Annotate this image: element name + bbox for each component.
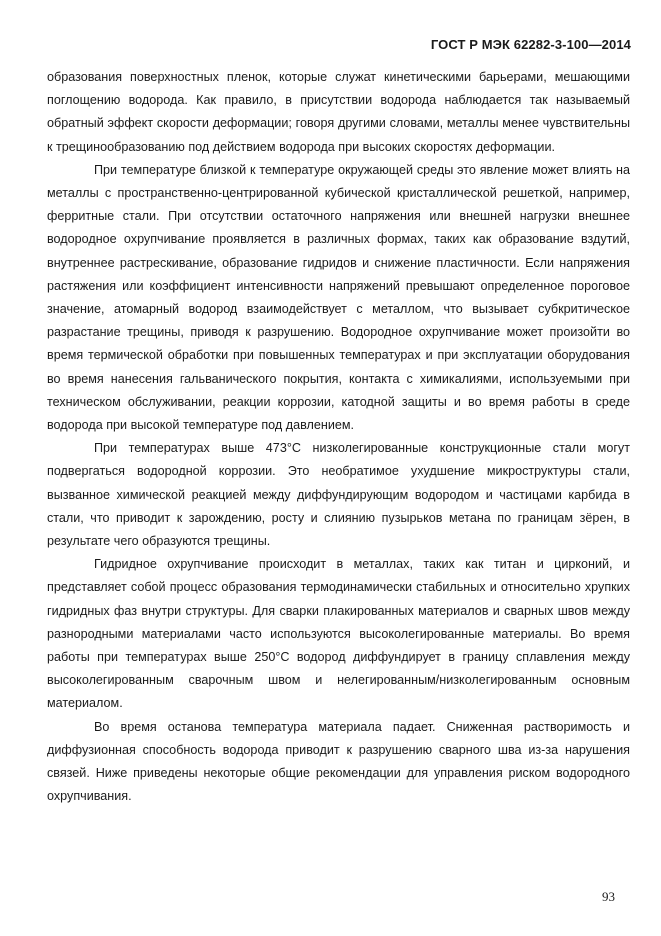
paragraph-hydride-embrittlement: Гидридное охрупчивание происходит в металлах, таких как титан и цирконий, и представляет собой процесс образования термодинамически стабильных и относительно хрупких гидридных фаз внутри структуры. Для сварки плакированных материалов и сварных швов между разнородными материалами часто используются высоколегированные материалы. Во время работы при температурах выше 250°C водород диффундирует в границу сплавления между высоколегированным сварочным швом и нелегированным/низколегированным основным материалом. [47, 557, 630, 711]
paragraph-room-temperature: При температуре близкой к температуре окружающей среды это явление может влиять на металлы с пространственно-центрированной кубической кристаллической решеткой, например, ферритные стали. При отсутствии остаточного напряжения или внешней нагрузки внешнее водородное охрупчивание проявляется в различных формах, таких как образование вздутий, внутреннее растрескивание, образование гидридов и снижение пластичности. Если напряжения растяжения или коэффициент интенсивности напряжений превышают определенное пороговое значение, атомарный водород взаимодействует с металлом, что вызывает субкритическое разрастание трещины, приводя к разрушению. Водородное охрупчивание может произойти во время термической обработки при повышенных температурах и при эксплуатации оборудования во время нанесения гальванического покрытия, контакта с химикалиями, используемыми при техническом обслуживании, реакции коррозии, катодной защиты и во время работы в среде водорода при высокой температуре под давлением. [47, 162, 630, 433]
page-number: 93 [602, 889, 615, 904]
paragraph-shutdown: Во время останова температура материала падает. Сниженная растворимость и диффузионная способность водорода приводит к разрушению сварного шва из-за нарушения связей. Ниже приведены некоторые общие рекомендации для управления риском водородного охрупчивания. [47, 719, 630, 804]
document-code-header: ГОСТ Р МЭК 62282-3-100—2014 [430, 37, 631, 52]
paragraph-hydrogen-attack: При температурах выше 473°C низколегированные конструкционные стали могут подвергаться водородной коррозии. Это необратимое ухудшение микроструктуры стали, вызванное химической реакцией между диффундирующим водородом и частицами карбида в стали, что приводит к зарождению, росту и слиянию пузырьков метана по границам зёрен, в результате чего образуются трещины. [47, 441, 630, 549]
body-text [47, 66, 630, 809]
paragraph-continuation: образования поверхностных пленок, которые служат кинетическими барьерами, мешающими поглощению водорода. Как правило, в присутствии водорода наблюдается так называемый обратный эффект скорости деформации; говоря другими словами, металлы менее чувствительны к трещинообразованию под действием водорода при высоких скоростях деформации. [47, 70, 630, 154]
